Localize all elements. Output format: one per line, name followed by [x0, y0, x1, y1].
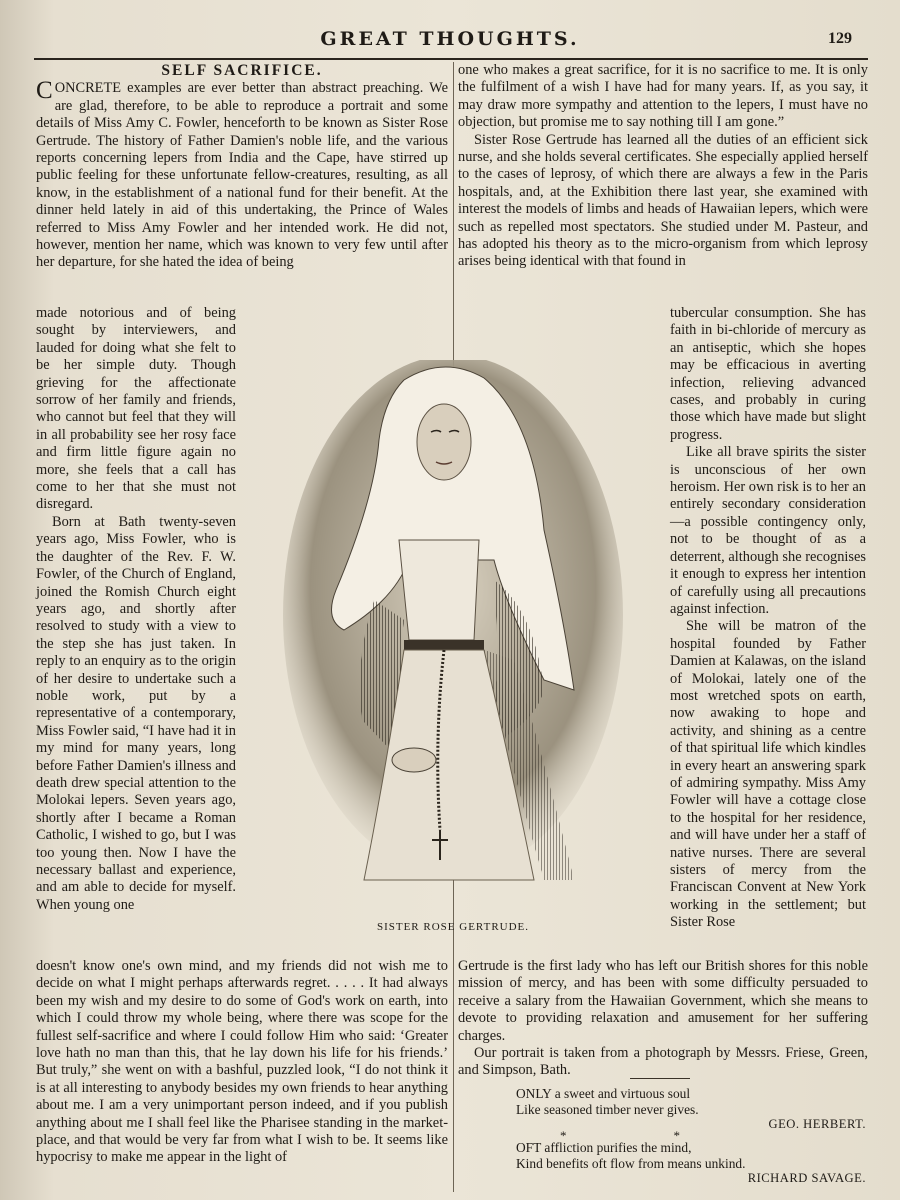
quote-line: ONLY a sweet and virtuous soul [516, 1086, 691, 1101]
opening-paragraph: ONCRETE examples are ever better than abstract preaching. We are glad, therefore, to be able to reproduce a portrait and some details of Miss Amy C. Fowler, henceforth to be known as Sister Rose Gertrude. The history of Father Damien's noble life, and the various reports concerning lepers from India and the Cape, have stirred up public feeling for these unfortunate fellow-creatures, resulting, as all know, in the establishment of a national fund for their benefit. At the dinner held lately in aid of this undertaking, the Prince of Wales referred to Miss Amy Fowler and her intended work. He did not, however, mention her name, which was known to very few until after her departure, for she hated the idea of being [36, 80, 448, 271]
quote-line: Kind benefits oft flow from means unkind. [516, 1155, 746, 1171]
page-number: 129 [828, 30, 852, 47]
right-column-bottom [458, 958, 868, 1080]
drop-cap: C [36, 77, 53, 105]
quote-author: GEO. HERBERT. [768, 1117, 866, 1131]
article-title: SELF SACRIFICE. [161, 62, 323, 79]
publication-title: GREAT THOUGHTS. [320, 28, 580, 50]
paragraph: Sister Rose Gertrude has learned all the duties of an efficient sick nurse, and she holds several certificates. She especially applied herself to the cases of leprosy, of which there are always a few in the Paris hospitals, and, at the Exhibition there last year, she examined with interest the models of limbs and heads of Hawaiian lepers, which were such as repelled most spectators. She studied under M. Pasteur, and has adopted his theory as to the micro-organism from which leprosy arises being identical with that found in [458, 131, 868, 270]
paragraph: tubercular consumption. She has faith in bi-chloride of mercury as an antiseptic, which she hopes may be efficacious in averting infection, relieving advanced cases, and probably in curing those which have made but slight progress. [670, 305, 866, 443]
paragraph: doesn't know one's own mind, and my friends did not wish me to decide on what I might perhaps afterwards regret. . . . . It had always been my wish and my desire to do some of God's work on earth, into which I could throw my whole being, where there was scope for the fullest self-sacrifice and where I could follow Him who said: ‘Greater love hath no man than this, that he lay down his life for his friends.’ But truly,” she went on with a bashful, puzzled look, “I do not think it is at all interesting to anybody besides my own friends to hear anything about me. I am a very unimportant person indeed, and if you publish anything about me I shall feel like the Pharisee standing in the market-place, and that would be very far from what I wish to be. It seems like hypocrisy to make me appear in the light of [36, 958, 448, 1166]
left-column-bottom [36, 958, 448, 1167]
paragraph: Born at Bath twenty-seven years ago, Miss Fowler, who is the daughter of the Rev. F. W. Fowler, of the Church of England, joined the Romish Church eight years ago, and shortly after resolved to study with a view to the step she has just taken. In reply to an enquiry as to the origin of her desire to undertake such a noble work, put by a representative of a contemporary, Miss Fowler said, “I have had it in my mind for many years, long before Father Damien's illness and death drew special attention to the Molokai lepers. Seven years ago, shortly after I became a Roman Catholic, I wished to go, but I was too young then. Now I have the necessary ballast and experience, and am able to decide for myself. When young one [36, 513, 236, 913]
paragraph: Our portrait is taken from a photograph by Messrs. Friese, Green, and Simpson, Bath. [458, 1045, 868, 1079]
paragraph: Like all brave spirits the sister is unconscious of her own heroism. Her own risk is to her an entirely secondary consideration—a possible contingency only, not to be thought of as a deterrent, although she recognises it enough to express her intention of carefully using all precautions against infection. [670, 444, 866, 617]
portrait-engraving [244, 360, 662, 920]
left-column-narrow [36, 305, 236, 914]
paragraph: Gertrude is the first lady who has left our British shores for this noble mission of mercy, and has been with some difficulty persuaded to receive a salary from the Hawaiian Government, which she means to devote to providing relaxation and amusement for her suffering charges. [458, 958, 868, 1044]
right-column-narrow [670, 305, 866, 932]
page-header [0, 28, 900, 54]
paragraph: one who makes a great sacrifice, for it is no sacrifice to me. It is only the fulfilment of a wish I have had for many years. If, as you say, it may draw more sympathy and attention to the lepers, I must have no objection, but promise me to say nothing till I am gone.” [458, 62, 868, 131]
quotes-rule [630, 1078, 690, 1079]
article-opening [36, 77, 448, 271]
header-rule [34, 58, 868, 60]
quote-savage [516, 1140, 866, 1187]
separator-star: * [673, 1128, 680, 1143]
quote-author: RICHARD SAVAGE. [747, 1171, 866, 1185]
paragraph: made notorious and of being sought by interviewers, and lauded for doing what she felt to be her simple duty. Though grieving for the affectionate sorrow of her family and friends, who cannot but feel that they will in all probability see her rosy face and firm little figure again no more, she feels that a call has come to her that she must not disregard. [36, 305, 236, 513]
left-column-top [36, 62, 448, 272]
right-column-top [458, 62, 868, 271]
portrait-caption: SISTER ROSE GERTRUDE. [376, 921, 530, 933]
nun-portrait-illustration [244, 360, 662, 920]
quote-line: OFT affliction purifies the mind, [516, 1140, 692, 1155]
quote-herbert [516, 1086, 866, 1133]
separator-star: * [560, 1128, 567, 1143]
quote-line: Like seasoned timber never gives. [516, 1101, 699, 1117]
paragraph: She will be matron of the hospital founded by Father Damien at Kalawas, on the island of Molokai, lately one of the most wretched spots on earth, now awaking to hope and activity, and shining as a centre of that spiritual life which kindles in every heart an answering spark of admiring sympathy. Miss Amy Fowler will have a cottage close to the hospital for her residence, and will have under her a staff of native nurses. There are several sisters of mercy from the Franciscan Convent at New York working in the settlement; but Sister Rose [670, 618, 866, 931]
